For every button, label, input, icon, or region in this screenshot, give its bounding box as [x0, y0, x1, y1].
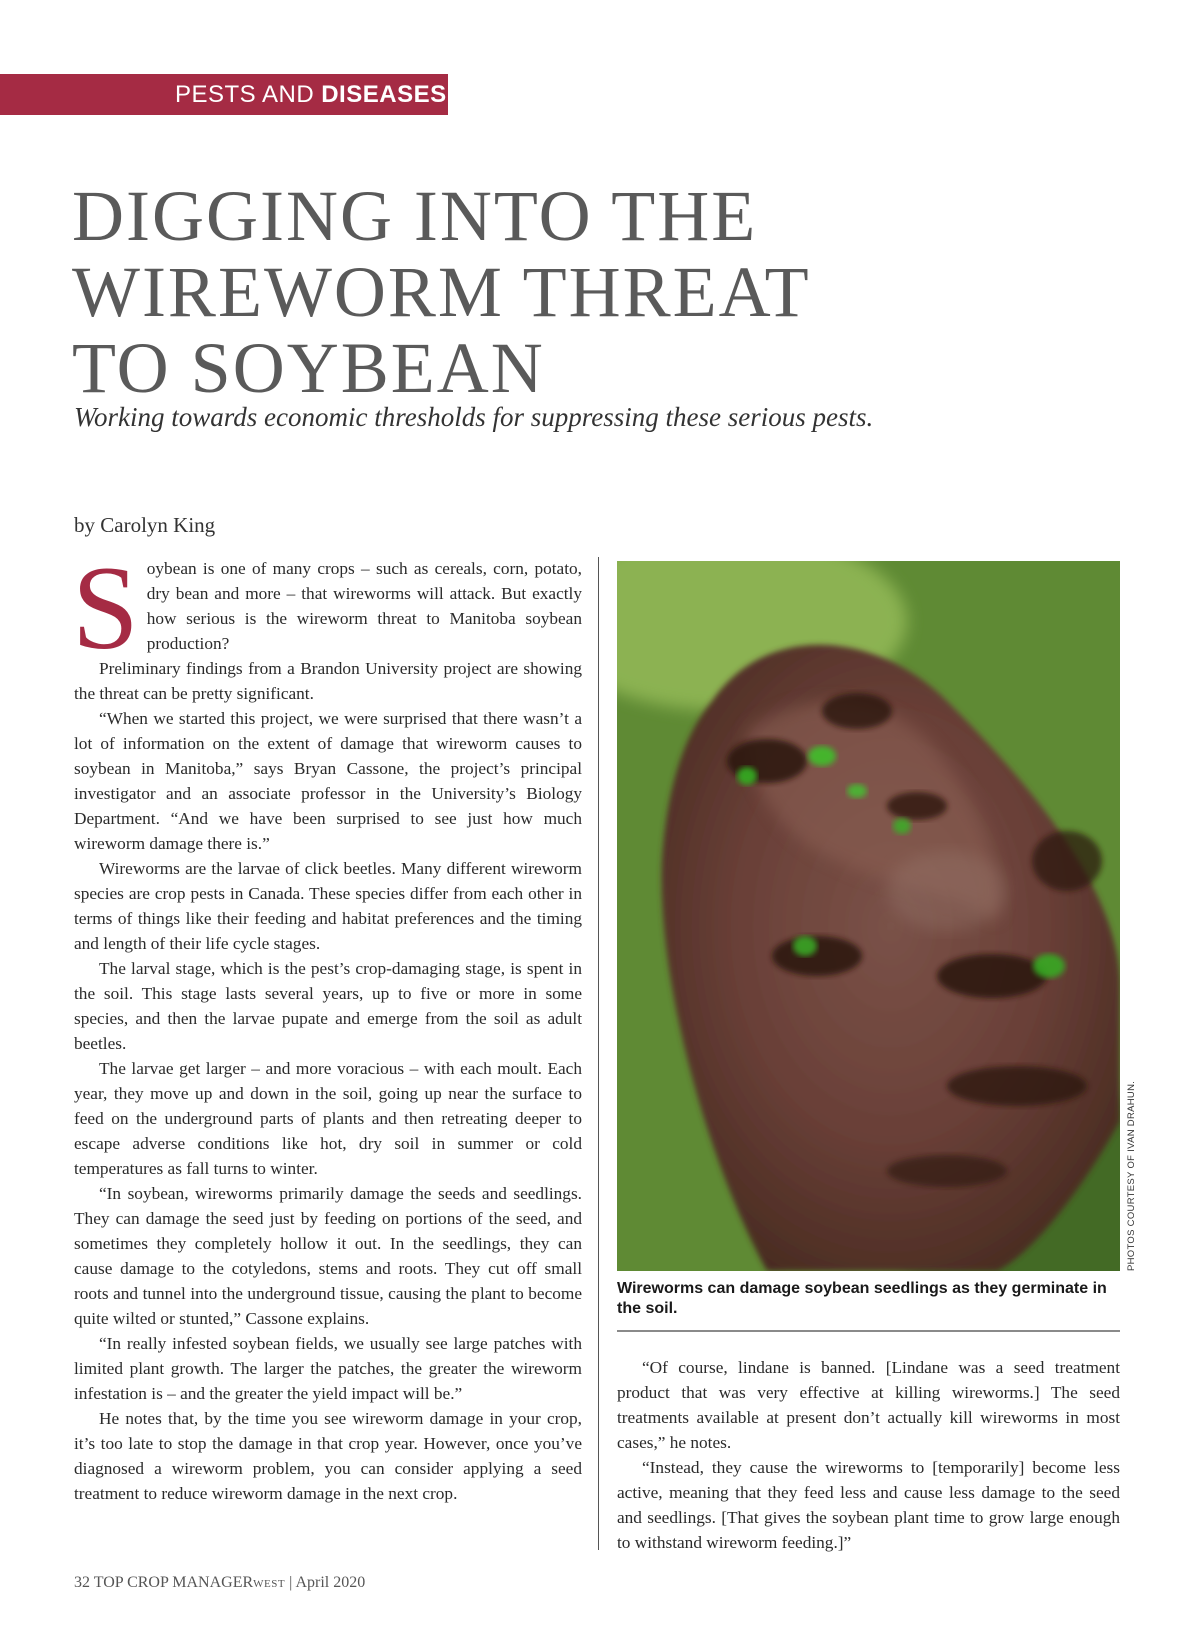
body-paragraph: “In really infested soybean fields, we usually see large patches with limited plant growth. The larger the patches, the greater the wireworm infestation is – and the greater the yield impact will be.” — [74, 1334, 582, 1403]
right-column — [617, 1355, 1120, 1555]
body-paragraph: The larvae get larger – and more voracious – with each moult. Each year, they move up and down in the soil, going up near the surface to feed on the underground parts of plants and then retreating deeper to escape adverse conditions like hot, dry soil in summer or cold temperatures as fall turns to winter. — [74, 1059, 582, 1178]
lead-paragraph-text: oybean is one of many crops – such as cereals, corn, potato, dry bean and more – that wireworms will attack. But exactly how serious is the wireworm threat to Manitoba soybean production? — [146, 559, 582, 653]
title-line: WIREWORM THREAT — [72, 252, 811, 332]
body-paragraph: “When we started this project, we were surprised that there wasn’t a lot of information on the extent of damage that wireworm causes to soybean in Manitoba,” says Bryan Cassone, the project’s principal investigator and an associate professor in the University’s Biology Department. “And we have been surprised to see just how much wireworm damage there is.” — [74, 709, 582, 853]
drop-cap: S — [72, 541, 139, 674]
caption-rule — [617, 1330, 1120, 1332]
seedling-damage-illustration — [617, 561, 1120, 1271]
lead-paragraph — [72, 541, 582, 674]
body-paragraph: “Of course, lindane is banned. [Lindane was a seed treatment product that was very effective at killing wireworms.] The seed treatments available at present don’t actually kill wireworms in most cases,” he notes. — [617, 1358, 1120, 1452]
title-line: TO SOYBEAN — [72, 328, 545, 408]
body-paragraph: He notes that, by the time you see wireworm damage in your crop, it’s too late to stop the damage in that crop year. However, once you’ve diagnosed a wireworm problem, you can consider applying a seed treatment to reduce wireworm damage in the next crop. — [74, 1409, 582, 1503]
page-number: 32 — [74, 1574, 90, 1591]
photo-caption: Wireworms can damage soybean seedlings as they germinate in the soil. — [617, 1280, 1107, 1317]
byline: by Carolyn King — [74, 513, 216, 537]
title-line: DIGGING INTO THE — [72, 176, 758, 256]
article-title — [72, 178, 892, 406]
section-tab — [0, 74, 448, 115]
article-deck: Working towards economic thresholds for suppressing these serious pests. — [74, 402, 874, 432]
photo-credit: PHOTOS COURTESY OF IVAN DRAHUN. — [1126, 1080, 1137, 1271]
body-paragraph: “In soybean, wireworms primarily damage the seeds and seedlings. They can damage the seed just by feeding on portions of the seed, and sometimes they completely hollow it out. In the seedlings, they can cause damage to the cotyledons, stems and roots. They cut off small roots and tunnel into the underground tissue, causing the plant to become quite wilted or stunted,” Cassone explains. — [74, 1184, 582, 1328]
section-label-bold: DISEASES — [321, 80, 447, 108]
body-paragraph: Wireworms are the larvae of click beetles. Many different wireworm species are crop pests in Canada. These species differ from each other in terms of things like their feeding and habitat preferences and the timing and length of their life cycle stages. — [74, 859, 582, 953]
magazine-name: TOP CROP MANAGER — [93, 1574, 254, 1591]
section-label-light: PESTS AND — [175, 80, 315, 108]
left-column — [72, 541, 582, 1506]
column-rule — [598, 557, 599, 1550]
page-footer — [74, 1574, 365, 1592]
wireworm-damage-photo — [617, 561, 1120, 1271]
issue-date: April 2020 — [295, 1574, 366, 1591]
body-paragraph: “Instead, they cause the wireworms to [temporarily] become less active, meaning that they feed less and cause less damage to the seed and seedlings. [That gives the soybean plant time to grow large enough to withstand wireworm feeding.]” — [617, 1458, 1120, 1552]
body-paragraph: The larval stage, which is the pest’s crop-damaging stage, is spent in the soil. This stage lasts several years, up to five or more in some species, and then the larvae pupate and emerge from the soil as adult beetles. — [74, 959, 582, 1053]
body-paragraph: Preliminary findings from a Brandon University project are showing the threat can be pretty significant. — [74, 659, 582, 703]
footer-separator: | — [289, 1574, 293, 1591]
magazine-edition: WEST — [253, 1578, 286, 1590]
